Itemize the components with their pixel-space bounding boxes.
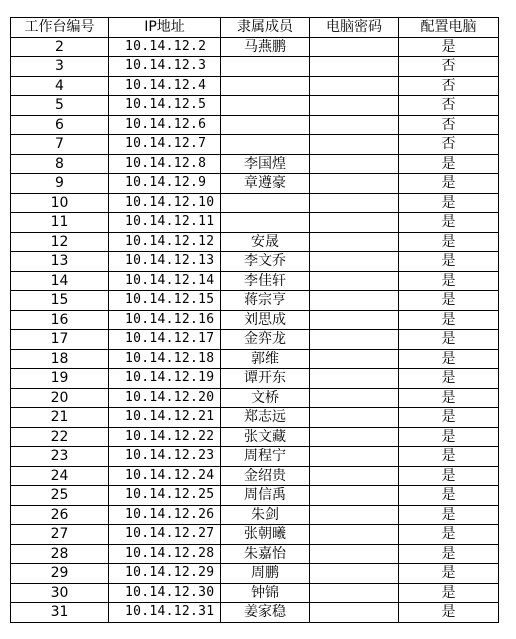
station-cell: 22 <box>11 427 109 447</box>
table-row <box>11 544 499 564</box>
configured-cell: 是 <box>399 349 499 369</box>
table-row <box>11 193 499 213</box>
station-cell: 18 <box>11 349 109 369</box>
password-cell <box>310 96 399 116</box>
configured-cell: 是 <box>399 232 499 252</box>
password-cell <box>310 603 399 623</box>
configured-cell: 是 <box>399 271 499 291</box>
station-cell: 30 <box>11 583 109 603</box>
ip-cell: 10.14.12.3 <box>109 57 221 77</box>
member-cell: 周鹏 <box>221 564 310 584</box>
configured-cell: 是 <box>399 583 499 603</box>
password-cell <box>310 544 399 564</box>
configured-cell: 是 <box>399 174 499 194</box>
ip-cell: 10.14.12.4 <box>109 76 221 96</box>
member-cell: 谭开东 <box>221 369 310 389</box>
table-header <box>11 18 499 38</box>
member-cell <box>221 96 310 116</box>
table-row <box>11 447 499 467</box>
ip-cell: 10.14.12.20 <box>109 388 221 408</box>
ip-cell: 10.14.12.15 <box>109 291 221 311</box>
configured-cell: 是 <box>399 388 499 408</box>
configured-cell: 是 <box>399 291 499 311</box>
station-cell: 14 <box>11 271 109 291</box>
table-row <box>11 252 499 272</box>
password-cell <box>310 564 399 584</box>
ip-cell: 10.14.12.19 <box>109 369 221 389</box>
header-station-number: 工作台编号 <box>11 18 109 38</box>
password-cell <box>310 291 399 311</box>
station-cell: 6 <box>11 115 109 135</box>
station-cell: 29 <box>11 564 109 584</box>
member-cell: 文桥 <box>221 388 310 408</box>
password-cell <box>310 271 399 291</box>
ip-cell: 10.14.12.12 <box>109 232 221 252</box>
member-cell: 金绍贵 <box>221 466 310 486</box>
password-cell <box>310 115 399 135</box>
password-cell <box>310 525 399 545</box>
member-cell: 郑志远 <box>221 408 310 428</box>
ip-cell: 10.14.12.31 <box>109 603 221 623</box>
station-cell: 11 <box>11 213 109 233</box>
configured-cell: 是 <box>399 427 499 447</box>
member-cell: 李国煌 <box>221 154 310 174</box>
password-cell <box>310 349 399 369</box>
ip-cell: 10.14.12.29 <box>109 564 221 584</box>
table-row <box>11 96 499 116</box>
member-cell: 金弈龙 <box>221 330 310 350</box>
station-cell: 8 <box>11 154 109 174</box>
ip-cell: 10.14.12.10 <box>109 193 221 213</box>
ip-cell: 10.14.12.8 <box>109 154 221 174</box>
station-cell: 19 <box>11 369 109 389</box>
ip-cell: 10.14.12.2 <box>109 37 221 57</box>
table-row <box>11 115 499 135</box>
table-row <box>11 135 499 155</box>
password-cell <box>310 232 399 252</box>
member-cell: 周信禹 <box>221 486 310 506</box>
table-row <box>11 486 499 506</box>
member-cell <box>221 135 310 155</box>
password-cell <box>310 310 399 330</box>
member-cell: 钟锦 <box>221 583 310 603</box>
table-row <box>11 310 499 330</box>
table-row <box>11 505 499 525</box>
password-cell <box>310 369 399 389</box>
header-ip-address: IP地址 <box>109 18 221 38</box>
table-row <box>11 37 499 57</box>
ip-cell: 10.14.12.9 <box>109 174 221 194</box>
ip-cell: 10.14.12.17 <box>109 330 221 350</box>
configured-cell: 是 <box>399 330 499 350</box>
member-cell <box>221 76 310 96</box>
member-cell: 蒋宗亨 <box>221 291 310 311</box>
password-cell <box>310 447 399 467</box>
configured-cell: 是 <box>399 544 499 564</box>
station-cell: 20 <box>11 388 109 408</box>
member-cell: 朱剑 <box>221 505 310 525</box>
table-row <box>11 154 499 174</box>
ip-cell: 10.14.12.26 <box>109 505 221 525</box>
ip-cell: 10.14.12.13 <box>109 252 221 272</box>
station-cell: 4 <box>11 76 109 96</box>
station-cell: 12 <box>11 232 109 252</box>
member-cell: 张文藏 <box>221 427 310 447</box>
table-row <box>11 291 499 311</box>
configured-cell: 是 <box>399 252 499 272</box>
configured-cell: 是 <box>399 564 499 584</box>
station-cell: 21 <box>11 408 109 428</box>
configured-cell: 是 <box>399 466 499 486</box>
configured-cell: 是 <box>399 525 499 545</box>
member-cell: 姜家稳 <box>221 603 310 623</box>
member-cell: 周程宁 <box>221 447 310 467</box>
station-cell: 31 <box>11 603 109 623</box>
configured-cell: 是 <box>399 486 499 506</box>
station-cell: 2 <box>11 37 109 57</box>
station-cell: 10 <box>11 193 109 213</box>
workstation-ip-table <box>10 17 499 623</box>
ip-cell: 10.14.12.14 <box>109 271 221 291</box>
password-cell <box>310 76 399 96</box>
configured-cell: 是 <box>399 447 499 467</box>
member-cell: 刘思成 <box>221 310 310 330</box>
ip-cell: 10.14.12.6 <box>109 115 221 135</box>
station-cell: 3 <box>11 57 109 77</box>
password-cell <box>310 213 399 233</box>
station-cell: 13 <box>11 252 109 272</box>
table-row <box>11 603 499 623</box>
table-body <box>11 37 499 622</box>
password-cell <box>310 174 399 194</box>
configured-cell: 是 <box>399 408 499 428</box>
ip-cell: 10.14.12.24 <box>109 466 221 486</box>
ip-cell: 10.14.12.7 <box>109 135 221 155</box>
ip-cell: 10.14.12.11 <box>109 213 221 233</box>
station-cell: 9 <box>11 174 109 194</box>
table-row <box>11 525 499 545</box>
password-cell <box>310 486 399 506</box>
password-cell <box>310 427 399 447</box>
table-row <box>11 466 499 486</box>
header-computer-password: 电脑密码 <box>310 18 399 38</box>
password-cell <box>310 466 399 486</box>
password-cell <box>310 252 399 272</box>
station-cell: 5 <box>11 96 109 116</box>
password-cell <box>310 388 399 408</box>
member-cell: 李佳轩 <box>221 271 310 291</box>
ip-cell: 10.14.12.18 <box>109 349 221 369</box>
ip-cell: 10.14.12.27 <box>109 525 221 545</box>
ip-cell: 10.14.12.28 <box>109 544 221 564</box>
member-cell: 马燕鹏 <box>221 37 310 57</box>
table-row <box>11 369 499 389</box>
table-row <box>11 330 499 350</box>
ip-cell: 10.14.12.21 <box>109 408 221 428</box>
table-row <box>11 583 499 603</box>
table-row <box>11 349 499 369</box>
header-row <box>11 18 499 38</box>
password-cell <box>310 193 399 213</box>
table-row <box>11 388 499 408</box>
member-cell: 章遵豪 <box>221 174 310 194</box>
header-member: 隶属成员 <box>221 18 310 38</box>
member-cell: 郭维 <box>221 349 310 369</box>
table-row <box>11 57 499 77</box>
password-cell <box>310 330 399 350</box>
configured-cell: 否 <box>399 76 499 96</box>
configured-cell: 否 <box>399 115 499 135</box>
member-cell: 张朝曦 <box>221 525 310 545</box>
member-cell <box>221 115 310 135</box>
password-cell <box>310 408 399 428</box>
ip-cell: 10.14.12.22 <box>109 427 221 447</box>
station-cell: 28 <box>11 544 109 564</box>
password-cell <box>310 57 399 77</box>
table-row <box>11 564 499 584</box>
station-cell: 7 <box>11 135 109 155</box>
station-cell: 27 <box>11 525 109 545</box>
member-cell <box>221 213 310 233</box>
password-cell <box>310 154 399 174</box>
station-cell: 23 <box>11 447 109 467</box>
workstation-table-container <box>10 17 498 623</box>
configured-cell: 否 <box>399 135 499 155</box>
member-cell: 安晟 <box>221 232 310 252</box>
station-cell: 25 <box>11 486 109 506</box>
configured-cell: 是 <box>399 603 499 623</box>
configured-cell: 是 <box>399 310 499 330</box>
password-cell <box>310 135 399 155</box>
configured-cell: 否 <box>399 96 499 116</box>
password-cell <box>310 505 399 525</box>
table-row <box>11 174 499 194</box>
configured-cell: 是 <box>399 154 499 174</box>
table-row <box>11 408 499 428</box>
station-cell: 26 <box>11 505 109 525</box>
member-cell <box>221 193 310 213</box>
station-cell: 16 <box>11 310 109 330</box>
configured-cell: 是 <box>399 369 499 389</box>
table-row <box>11 427 499 447</box>
table-row <box>11 76 499 96</box>
station-cell: 15 <box>11 291 109 311</box>
configured-cell: 否 <box>399 57 499 77</box>
ip-cell: 10.14.12.16 <box>109 310 221 330</box>
ip-cell: 10.14.12.30 <box>109 583 221 603</box>
table-row <box>11 213 499 233</box>
configured-cell: 是 <box>399 37 499 57</box>
member-cell: 李文乔 <box>221 252 310 272</box>
station-cell: 17 <box>11 330 109 350</box>
table-row <box>11 232 499 252</box>
password-cell <box>310 37 399 57</box>
configured-cell: 是 <box>399 193 499 213</box>
member-cell: 朱嘉怡 <box>221 544 310 564</box>
configured-cell: 是 <box>399 505 499 525</box>
table-row <box>11 271 499 291</box>
ip-cell: 10.14.12.23 <box>109 447 221 467</box>
password-cell <box>310 583 399 603</box>
header-configured-computer: 配置电脑 <box>399 18 499 38</box>
station-cell: 24 <box>11 466 109 486</box>
ip-cell: 10.14.12.5 <box>109 96 221 116</box>
configured-cell: 是 <box>399 213 499 233</box>
member-cell <box>221 57 310 77</box>
ip-cell: 10.14.12.25 <box>109 486 221 506</box>
